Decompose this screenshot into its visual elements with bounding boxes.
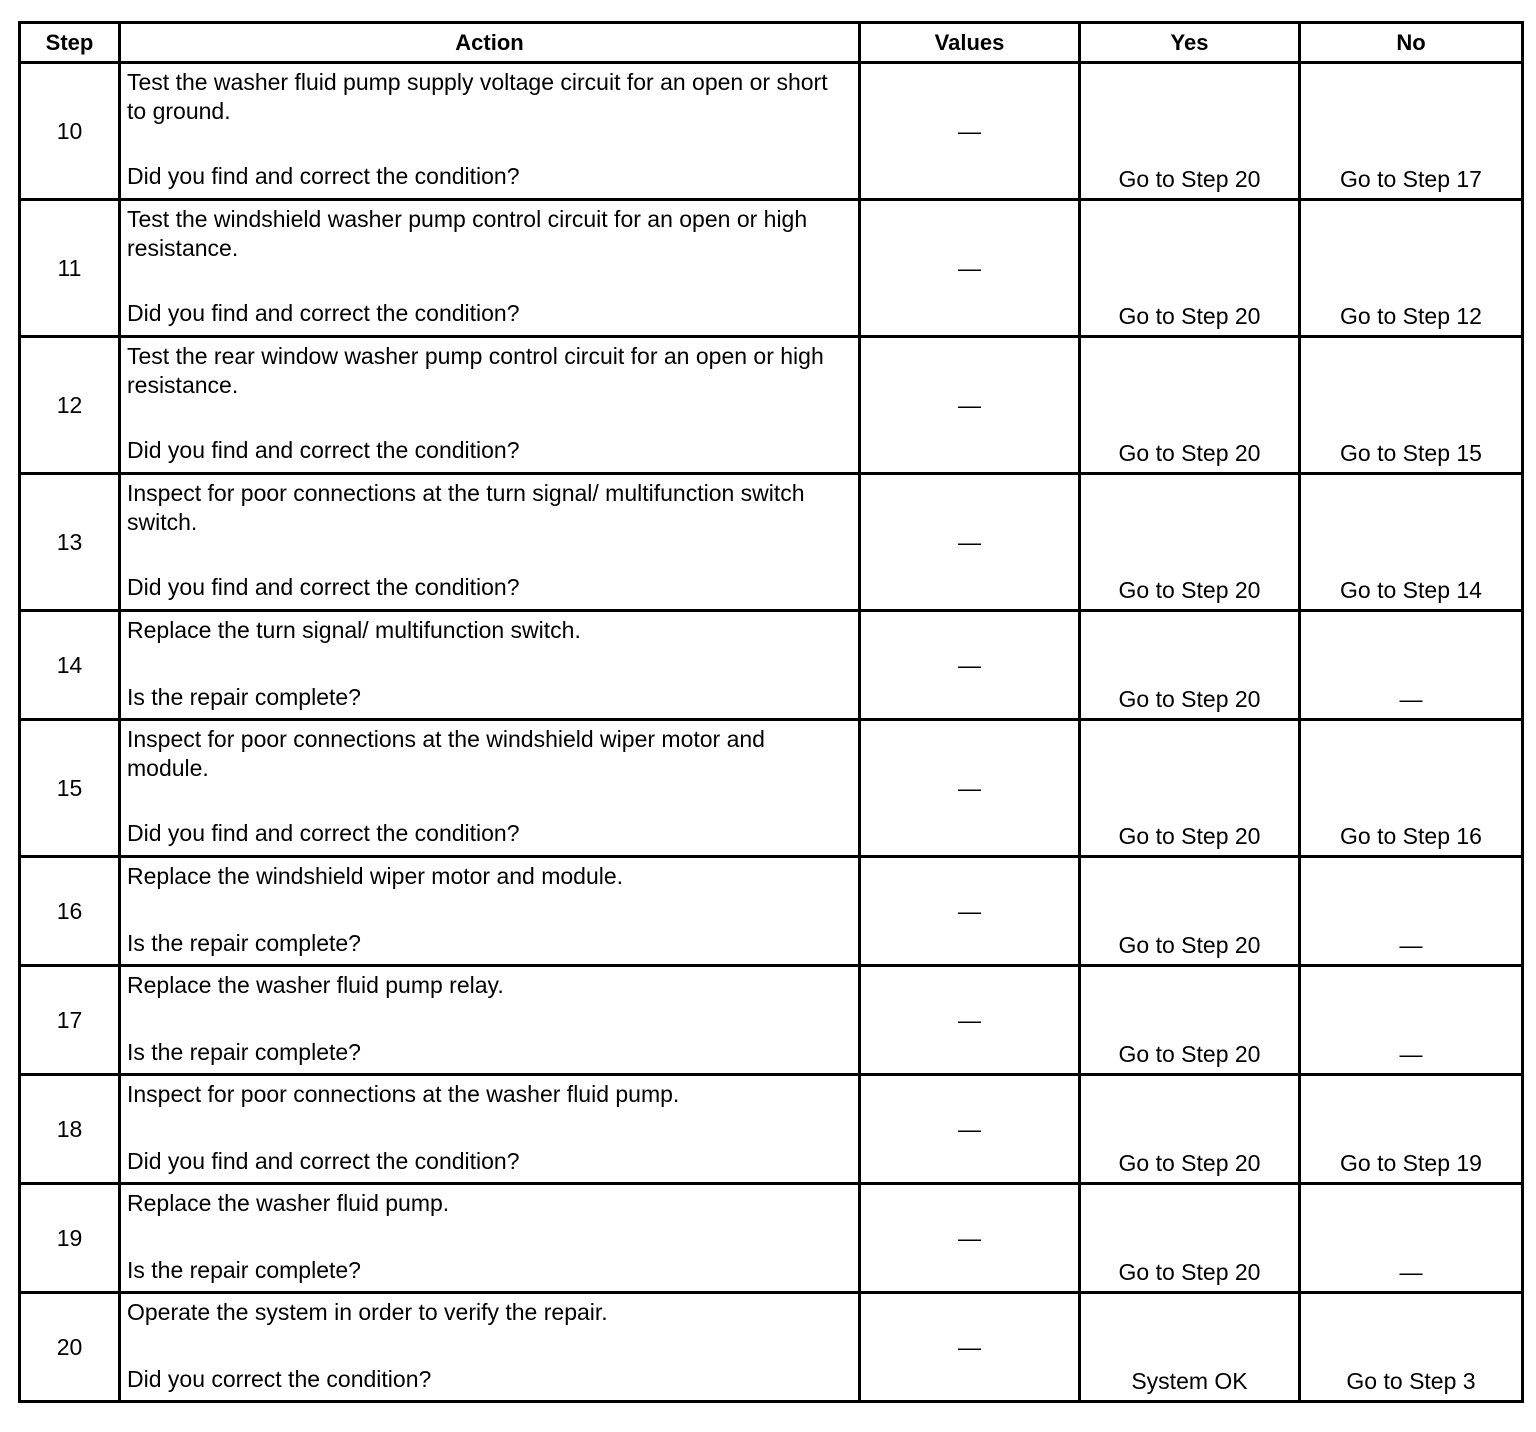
action-statement: Inspect for poor connections at the turn signal/ multifunction switch switch. bbox=[127, 480, 805, 535]
no-cell: — bbox=[1300, 1184, 1523, 1293]
yes-cell: Go to Step 20 bbox=[1080, 720, 1300, 857]
yes-cell: Go to Step 20 bbox=[1080, 611, 1300, 720]
table-row bbox=[20, 63, 1523, 200]
header-values: Values bbox=[860, 23, 1080, 63]
no-cell: — bbox=[1300, 611, 1523, 720]
action-question: Did you find and correct the condition? bbox=[127, 163, 520, 189]
action-question: Did you find and correct the condition? bbox=[127, 574, 520, 600]
step-number: 19 bbox=[20, 1184, 120, 1293]
action-cell bbox=[120, 611, 860, 720]
action-statement: Operate the system in order to verify the repair. bbox=[127, 1299, 608, 1325]
action-question: Is the repair complete? bbox=[127, 1039, 361, 1065]
values-cell: — bbox=[860, 611, 1080, 720]
step-number: 17 bbox=[20, 966, 120, 1075]
values-cell: — bbox=[860, 1075, 1080, 1184]
step-number: 18 bbox=[20, 1075, 120, 1184]
no-cell: Go to Step 14 bbox=[1300, 474, 1523, 611]
header-yes: Yes bbox=[1080, 23, 1300, 63]
table-row bbox=[20, 611, 1523, 720]
diagnostic-table bbox=[18, 21, 1524, 1403]
table-row bbox=[20, 474, 1523, 611]
values-cell: — bbox=[860, 857, 1080, 966]
yes-cell: Go to Step 20 bbox=[1080, 63, 1300, 200]
action-statement: Test the windshield washer pump control circuit for an open or high resistance. bbox=[127, 206, 808, 261]
action-cell bbox=[120, 63, 860, 200]
no-cell: Go to Step 15 bbox=[1300, 337, 1523, 474]
header-no: No bbox=[1300, 23, 1523, 63]
action-statement: Test the rear window washer pump control circuit for an open or high resistance. bbox=[127, 343, 824, 398]
yes-cell: System OK bbox=[1080, 1293, 1300, 1402]
yes-cell: Go to Step 20 bbox=[1080, 1184, 1300, 1293]
action-question: Did you find and correct the condition? bbox=[127, 1148, 520, 1174]
table-row bbox=[20, 966, 1523, 1075]
table-row bbox=[20, 857, 1523, 966]
step-number: 11 bbox=[20, 200, 120, 337]
action-cell bbox=[120, 474, 860, 611]
yes-cell: Go to Step 20 bbox=[1080, 474, 1300, 611]
values-cell: — bbox=[860, 337, 1080, 474]
table-row bbox=[20, 200, 1523, 337]
action-statement: Replace the turn signal/ multifunction switch. bbox=[127, 617, 581, 643]
yes-cell: Go to Step 20 bbox=[1080, 1075, 1300, 1184]
step-number: 13 bbox=[20, 474, 120, 611]
table-row bbox=[20, 720, 1523, 857]
action-cell bbox=[120, 966, 860, 1075]
step-number: 10 bbox=[20, 63, 120, 200]
action-cell bbox=[120, 857, 860, 966]
action-statement: Replace the windshield wiper motor and module. bbox=[127, 863, 624, 889]
step-number: 14 bbox=[20, 611, 120, 720]
action-cell bbox=[120, 1293, 860, 1402]
no-cell: — bbox=[1300, 857, 1523, 966]
no-cell: Go to Step 12 bbox=[1300, 200, 1523, 337]
action-question: Did you find and correct the condition? bbox=[127, 820, 520, 846]
values-cell: — bbox=[860, 474, 1080, 611]
action-cell bbox=[120, 337, 860, 474]
step-number: 12 bbox=[20, 337, 120, 474]
no-cell: Go to Step 19 bbox=[1300, 1075, 1523, 1184]
values-cell: — bbox=[860, 200, 1080, 337]
action-statement: Replace the washer fluid pump. bbox=[127, 1190, 450, 1216]
table-row bbox=[20, 1184, 1523, 1293]
action-statement: Test the washer fluid pump supply voltage circuit for an open or short to ground. bbox=[127, 69, 828, 124]
values-cell: — bbox=[860, 1184, 1080, 1293]
yes-cell: Go to Step 20 bbox=[1080, 966, 1300, 1075]
action-cell bbox=[120, 1075, 860, 1184]
no-cell: Go to Step 16 bbox=[1300, 720, 1523, 857]
action-question: Did you find and correct the condition? bbox=[127, 300, 520, 326]
values-cell: — bbox=[860, 63, 1080, 200]
action-cell bbox=[120, 1184, 860, 1293]
table-row bbox=[20, 1075, 1523, 1184]
table-row bbox=[20, 1293, 1523, 1402]
step-number: 15 bbox=[20, 720, 120, 857]
header-action: Action bbox=[120, 23, 860, 63]
values-cell: — bbox=[860, 966, 1080, 1075]
action-question: Did you find and correct the condition? bbox=[127, 437, 520, 463]
no-cell: — bbox=[1300, 966, 1523, 1075]
step-number: 20 bbox=[20, 1293, 120, 1402]
yes-cell: Go to Step 20 bbox=[1080, 337, 1300, 474]
action-statement: Replace the washer fluid pump relay. bbox=[127, 972, 504, 998]
no-cell: Go to Step 17 bbox=[1300, 63, 1523, 200]
header-step: Step bbox=[20, 23, 120, 63]
step-number: 16 bbox=[20, 857, 120, 966]
action-cell bbox=[120, 200, 860, 337]
table-row bbox=[20, 337, 1523, 474]
values-cell: — bbox=[860, 1293, 1080, 1402]
yes-cell: Go to Step 20 bbox=[1080, 200, 1300, 337]
action-statement: Inspect for poor connections at the windshield wiper motor and module. bbox=[127, 726, 765, 781]
action-question: Is the repair complete? bbox=[127, 930, 361, 956]
action-question: Did you correct the condition? bbox=[127, 1366, 432, 1392]
action-question: Is the repair complete? bbox=[127, 684, 361, 710]
values-cell: — bbox=[860, 720, 1080, 857]
no-cell: Go to Step 3 bbox=[1300, 1293, 1523, 1402]
yes-cell: Go to Step 20 bbox=[1080, 857, 1300, 966]
action-cell bbox=[120, 720, 860, 857]
header-row bbox=[20, 23, 1523, 63]
action-statement: Inspect for poor connections at the washer fluid pump. bbox=[127, 1081, 680, 1107]
action-question: Is the repair complete? bbox=[127, 1257, 361, 1283]
